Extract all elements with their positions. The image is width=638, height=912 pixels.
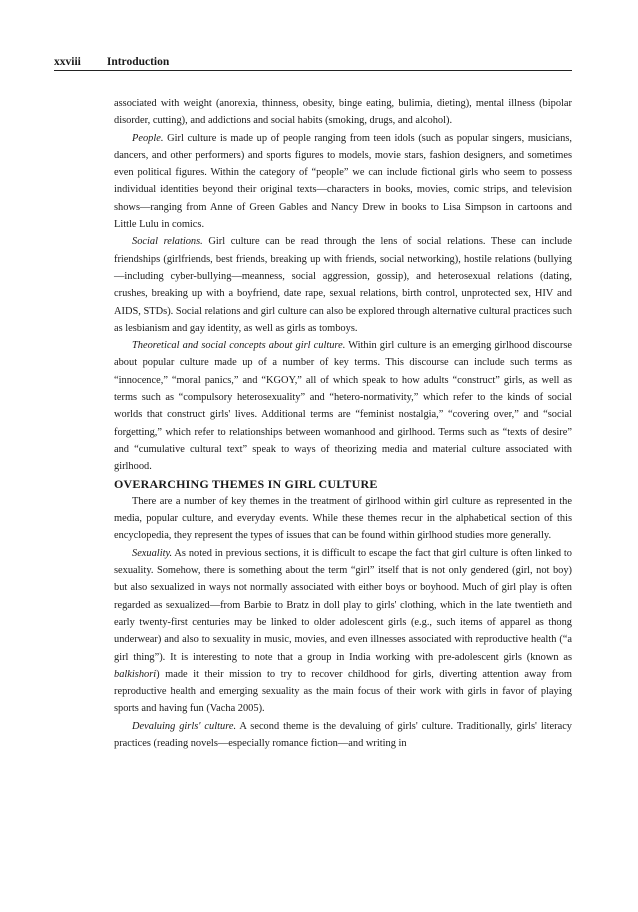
paragraph-devaluing: Devaluing girls' culture. A second theme is the devaluing of girls' culture. Traditionally, girls' literacy practices (reading novels—especially romance fiction—and writing in: [114, 720, 572, 749]
italic-balkishori: balkishori: [114, 668, 157, 680]
section-heading: OVERARCHING THEMES IN GIRL CULTURE: [114, 476, 378, 491]
body-text: [114, 95, 572, 752]
term-devaluing: Devaluing girls' culture.: [132, 720, 237, 732]
paragraph-theoretical-concepts: Theoretical and social concepts about girl culture. Within girl culture is an emerging girlhood discourse about popular culture made up of a number of key terms. This discourse can include such terms as “innocence,” “moral panics,” and “KGOY,” all of which speak to how adults “construct” girls, as well as terms such as “compulsory heterosexuality” and “hetero-normativity,” which refer to the kinds of social worlds that construct girls' lives. Additional terms are “feminist nostalgia,” “covering over,” and “social forgetting,” which refer to relationships between womanhood and girlhood. Terms such as “texts of desire” and “cumulative cultural text” speak to ways of theorizing media and material culture associated with girlhood.: [114, 340, 572, 473]
running-head: [54, 56, 572, 71]
term-theoretical-concepts: Theoretical and social concepts about girl culture.: [132, 340, 346, 352]
paragraph-continued: associated with weight (anorexia, thinness, obesity, binge eating, bulimia, dieting), mental illness (bipolar disorder, cutting), and addictions and social habits (smoking, drugs, and alcohol).: [114, 98, 572, 127]
term-people: People.: [132, 132, 164, 144]
paragraph-social-relations: Social relations. Girl culture can be read through the lens of social relations. These can include friendships (girlfriends, best friends, breaking up with friends, social networking), hostile relations (bullying—including cyber-bullying—meanness, social aggression, gossip), and heterosexual relations (dating, crushes, breaking up with a boyfriend, date rape, sexual relations, birth control, unprotected sex, HIV and AIDS, STDs). Social relations and girl culture can also be explored through alternative cultural practices such as lesbianism and gay identity, as well as girls as tomboys.: [114, 236, 572, 334]
running-head-title: Introduction: [106, 56, 170, 68]
term-social-relations: Social relations.: [132, 236, 203, 248]
page-number: xxviii: [54, 56, 81, 68]
paragraph-themes-intro: There are a number of key themes in the treatment of girlhood within girl culture as represented in the media, popular culture, and everyday events. While these themes recur in the alphabetical section of this encyclopedia, they represent the types of issues that can be found within girlhood studies more generally.: [114, 495, 572, 542]
paragraph-people: People. Girl culture is made up of people ranging from teen idols (such as popular singers, musicians, dancers, and other performers) and sports figures to models, movie stars, fashion designers, and sometimes even political figures. Within the category of “people” we can include fictional girls who seem to possess individual identities beyond their original texts—characters in books, movies, comic strips, and television shows—ranging from Anne of Green Gables and Nancy Drew in books to Lisa Simpson in cartoons and Little Lulu in comics.: [114, 132, 572, 231]
term-sexuality: Sexuality.: [132, 547, 173, 559]
paragraph-sexuality: Sexuality. As noted in previous sections, it is difficult to escape the fact that girl culture is often linked to sexuality. Somehow, there is something about the term “girl” itself that is not only gendered (girl, not boy) but also sexualized in ways not normally associated with either boys or boyhood. Much of girl play is often regarded as sexualized—from Barbie to Bratz in doll play to girls' clothing, which in the late twentieth and early twenty-first centuries may be linked to older adolescent girls (e.g., such items of apparel as thong underwear) and also to sexuality in music, movies, and even illnesses associated with reproductive health (“a girl thing”). It is interesting to note that a group in India working with pre-adolescent girls (known as balkishori) made it their mission to try to recover childhood for girls, diverting attention away from reproductive health and emerging sexuality as the main focus of their work with girls in favor of playing sports and having fun (Vacha 2005).: [114, 547, 572, 715]
